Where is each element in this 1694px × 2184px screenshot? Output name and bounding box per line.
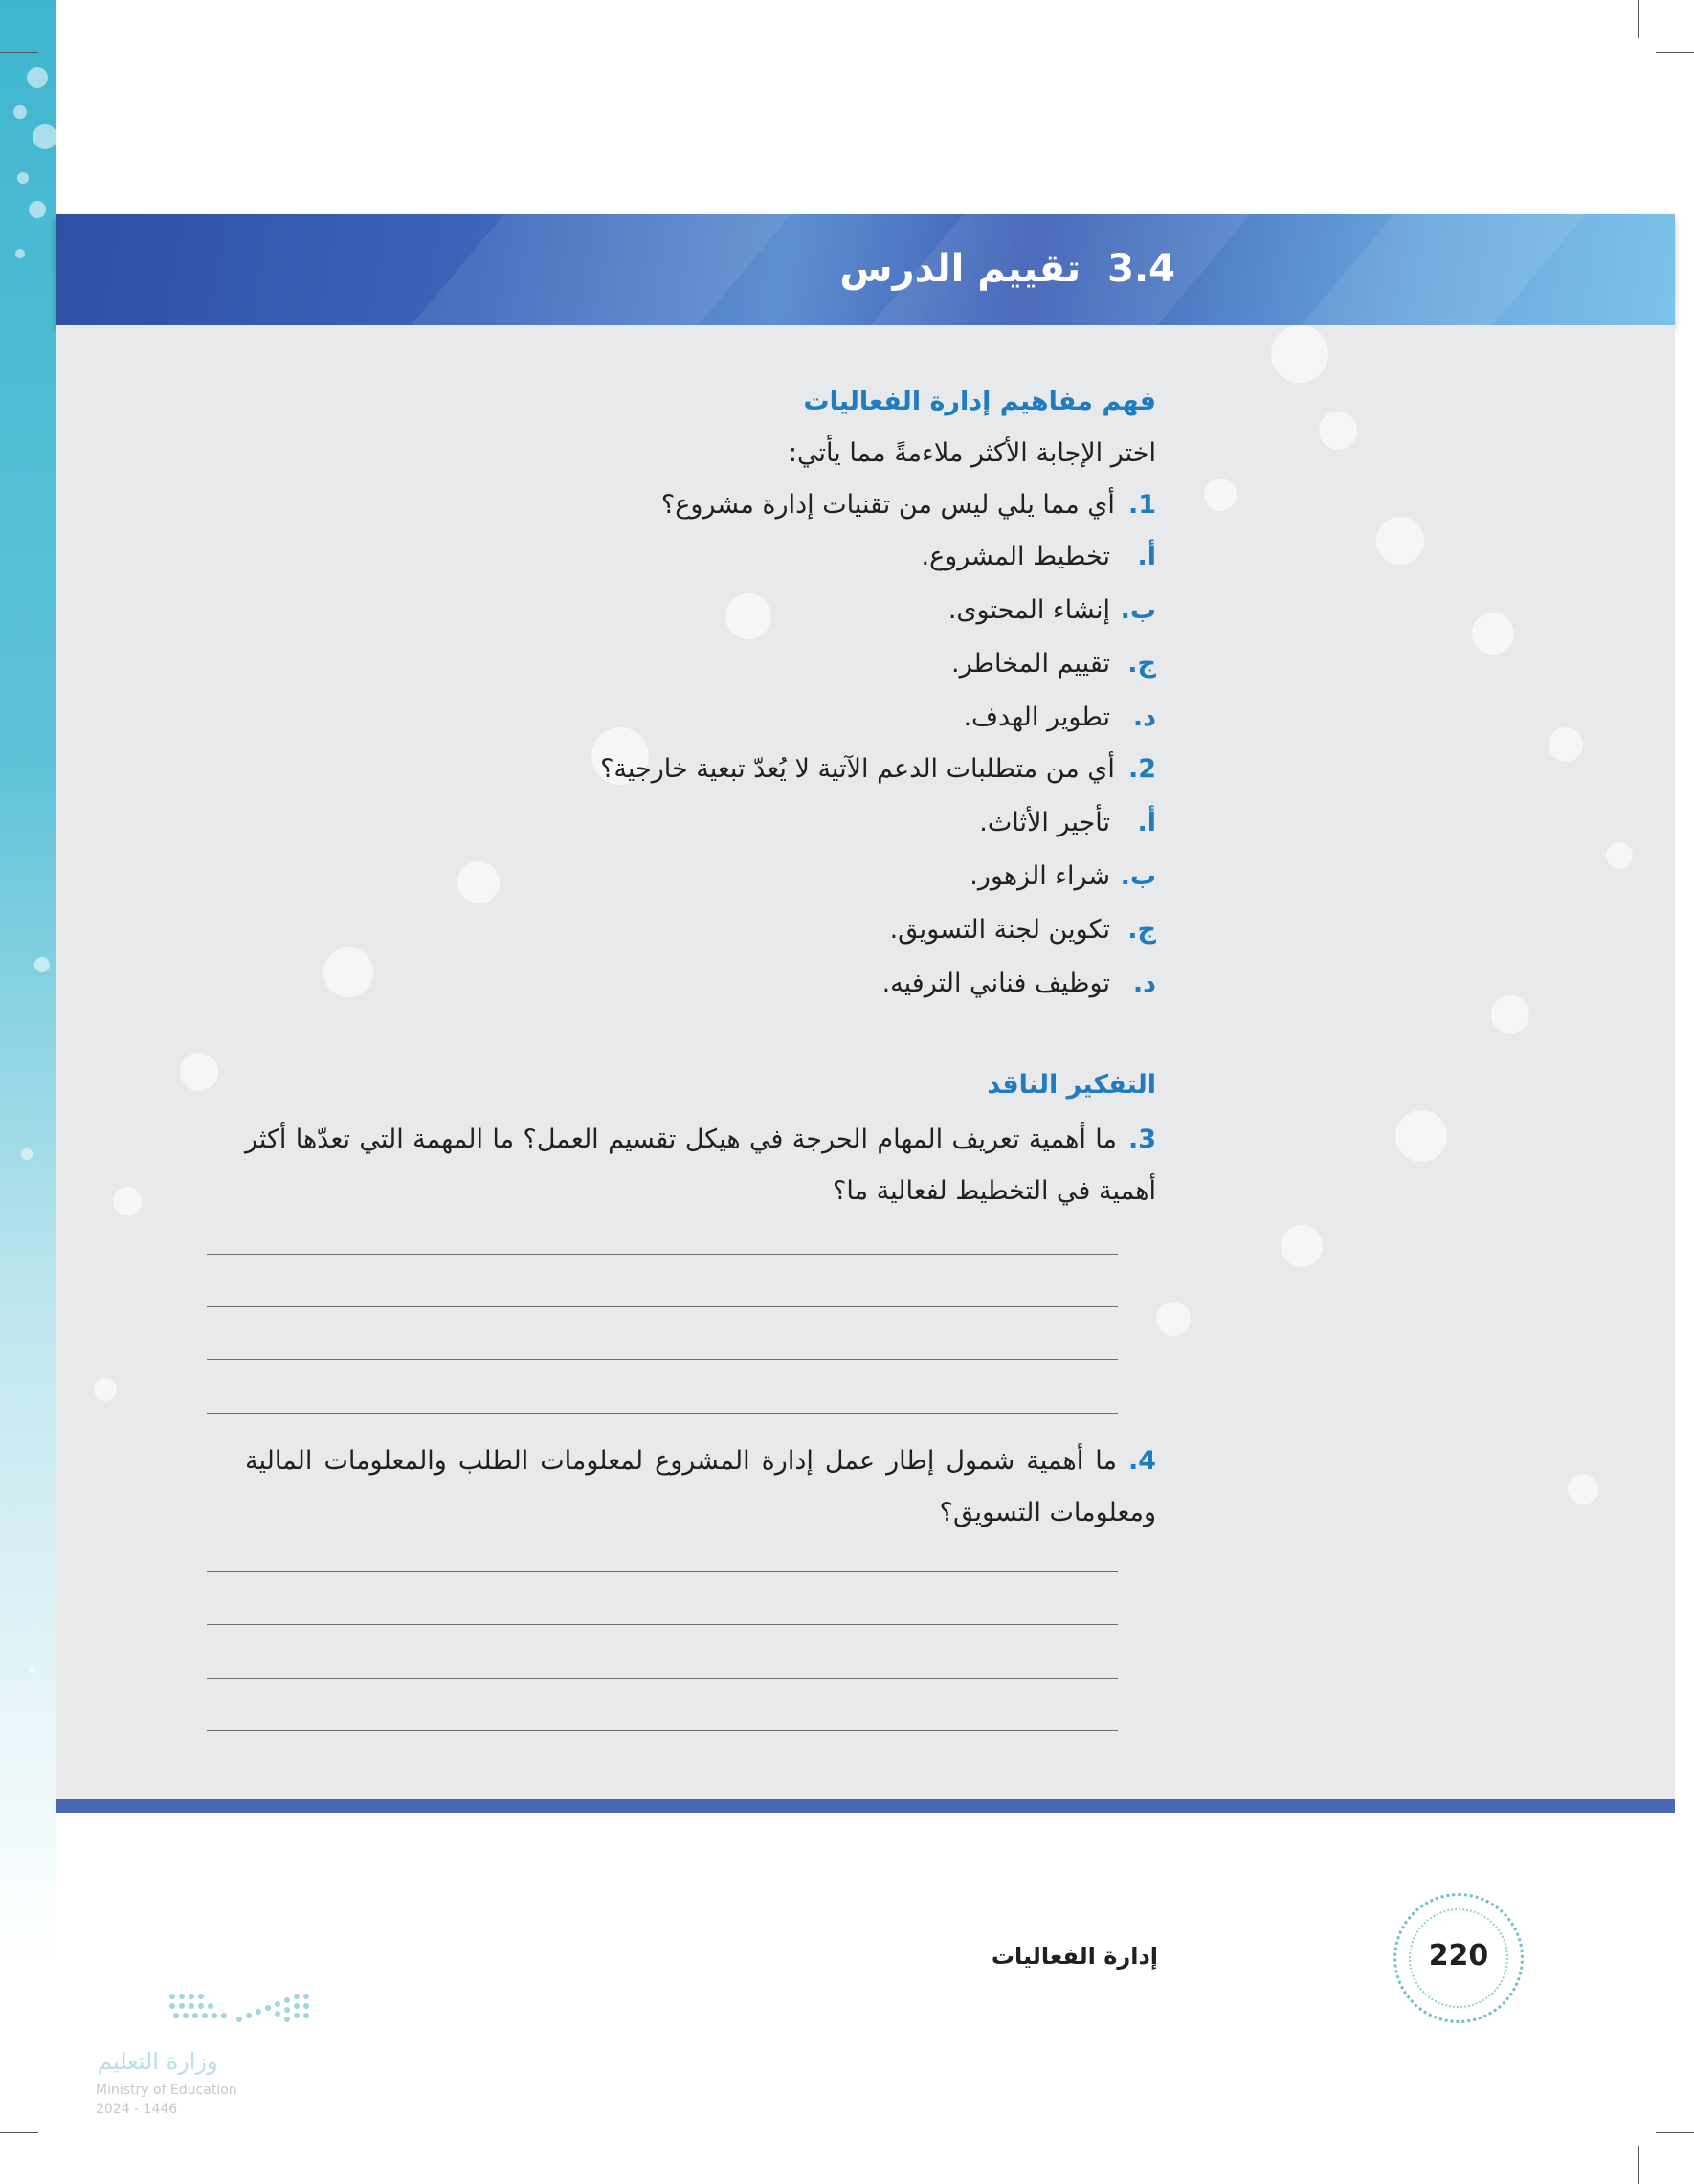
decor-bubble [180,1053,218,1091]
option-text: تقييم المخاطر. [951,649,1110,679]
option-text: تخطيط المشروع. [921,542,1110,571]
option-label: ج. [1127,915,1156,945]
answer-line[interactable] [207,1624,1118,1625]
decor-bubble [1319,412,1357,450]
decor-bubble [323,947,373,997]
decor-bubble [725,593,771,639]
answer-line[interactable] [207,1413,1118,1414]
answer-line[interactable] [207,1730,1118,1731]
answer-line[interactable] [207,1571,1118,1572]
answer-line[interactable] [207,1306,1118,1307]
option-text: إنشاء المحتوى. [947,595,1110,625]
page-number: 220 [1428,1939,1489,1972]
option-2c[interactable] [890,915,1156,945]
option-text: توظيف فناني الترفيه. [881,969,1110,998]
decor-dot [29,201,46,218]
crop-mark [1656,2132,1694,2133]
option-text: تكوين لجنة التسويق. [889,915,1110,945]
section-heading-critical-thinking: التفكير الناقد [987,1070,1156,1100]
answer-line[interactable] [207,1678,1118,1679]
question-1 [661,490,1156,520]
decor-bubble [1204,479,1237,511]
crop-mark [1638,0,1639,38]
option-text: تأجير الأثاث. [979,808,1110,837]
decor-bubble [1549,727,1583,762]
ministry-name-ar: وزارة التعليم [98,2048,218,2075]
decor-bubble [1156,1302,1191,1336]
decor-dot [13,105,27,119]
decor-bubble [1472,613,1514,655]
option-text: شراء الزهور. [970,861,1110,891]
decor-dot [27,67,48,88]
decor-dot [21,1148,33,1160]
question-number: 3. [1127,1125,1156,1154]
decor-bubble [1271,325,1328,383]
option-label: أ. [1137,542,1156,571]
question-text: ما أهمية شمول إطار عمل إدارة المشروع لمعلومات الطلب والمعلومات المالية ومعلومات التسويق؟ [245,1446,1156,1527]
lesson-number: 3.4 [1107,247,1175,291]
crop-mark [1638,2146,1639,2184]
decor-bubble [1395,1110,1447,1162]
ministry-name-en: Ministry of Education [96,2083,237,2098]
option-label: ج. [1127,649,1156,679]
answer-line[interactable] [207,1359,1118,1360]
option-text: تطوير الهدف. [963,702,1110,732]
question-number: 2. [1127,754,1156,784]
decor-dot [17,172,29,184]
option-1a[interactable] [921,542,1156,571]
crop-mark [0,2132,38,2133]
question-text: أي مما يلي ليس من تقنيات إدارة مشروع؟ [660,490,1115,520]
header-stripe [411,214,791,325]
header-stripe [1301,214,1585,325]
decor-dot [33,124,57,149]
ministry-year: 2024 - 1446 [96,2102,178,2117]
question-4 [245,1436,1156,1539]
decor-bubble [113,1187,142,1215]
decor-bubble [94,1378,117,1401]
decor-bubble [1281,1225,1323,1267]
section-heading-concepts: فهم مفاهيم إدارة الفعاليات [803,387,1156,416]
option-label: ب. [1120,861,1156,891]
option-1d[interactable] [963,702,1156,732]
decor-dot [34,957,50,972]
option-2a[interactable] [979,808,1156,837]
option-2b[interactable] [970,861,1156,891]
option-2d[interactable] [882,969,1156,998]
side-decorative-strip [0,0,56,2184]
decor-bubble [457,861,500,903]
decor-bubble [1606,842,1633,869]
question-3 [245,1114,1156,1217]
question-number: 4. [1127,1446,1156,1476]
option-label: د. [1132,969,1156,998]
decor-bubble [1376,517,1424,565]
option-label: ب. [1120,595,1156,625]
decor-dot [29,1665,36,1673]
crop-mark [0,52,38,53]
instruction-text: اختر الإجابة الأكثر ملاءمةً مما يأتي: [788,438,1156,468]
option-label: د. [1132,702,1156,732]
bottom-rule [56,1799,1675,1813]
question-text: أي من متطلبات الدعم الآتية لا يُعدّ تبعية خارجية؟ [600,754,1115,784]
question-text: ما أهمية تعريف المهام الحرجة في هيكل تقسيم العمل؟ ما المهمة التي تعدّها أكثر أهمية في التخطيط لفعالية ما؟ [245,1125,1156,1206]
lesson-title [839,247,1175,291]
decor-bubble [1491,995,1529,1034]
crop-mark [1656,52,1694,53]
option-label: أ. [1137,808,1156,837]
question-number: 1. [1127,490,1156,520]
lesson-title-text: تقييم الدرس [839,247,1081,291]
question-2 [600,754,1156,784]
option-1c[interactable] [951,649,1156,679]
decor-bubble [1568,1474,1598,1504]
content-panel [56,325,1675,1799]
option-1b[interactable] [948,595,1156,625]
answer-line[interactable] [207,1254,1118,1255]
footer-book-title: إدارة الفعاليات [991,1943,1158,1970]
decor-dot [15,249,25,258]
